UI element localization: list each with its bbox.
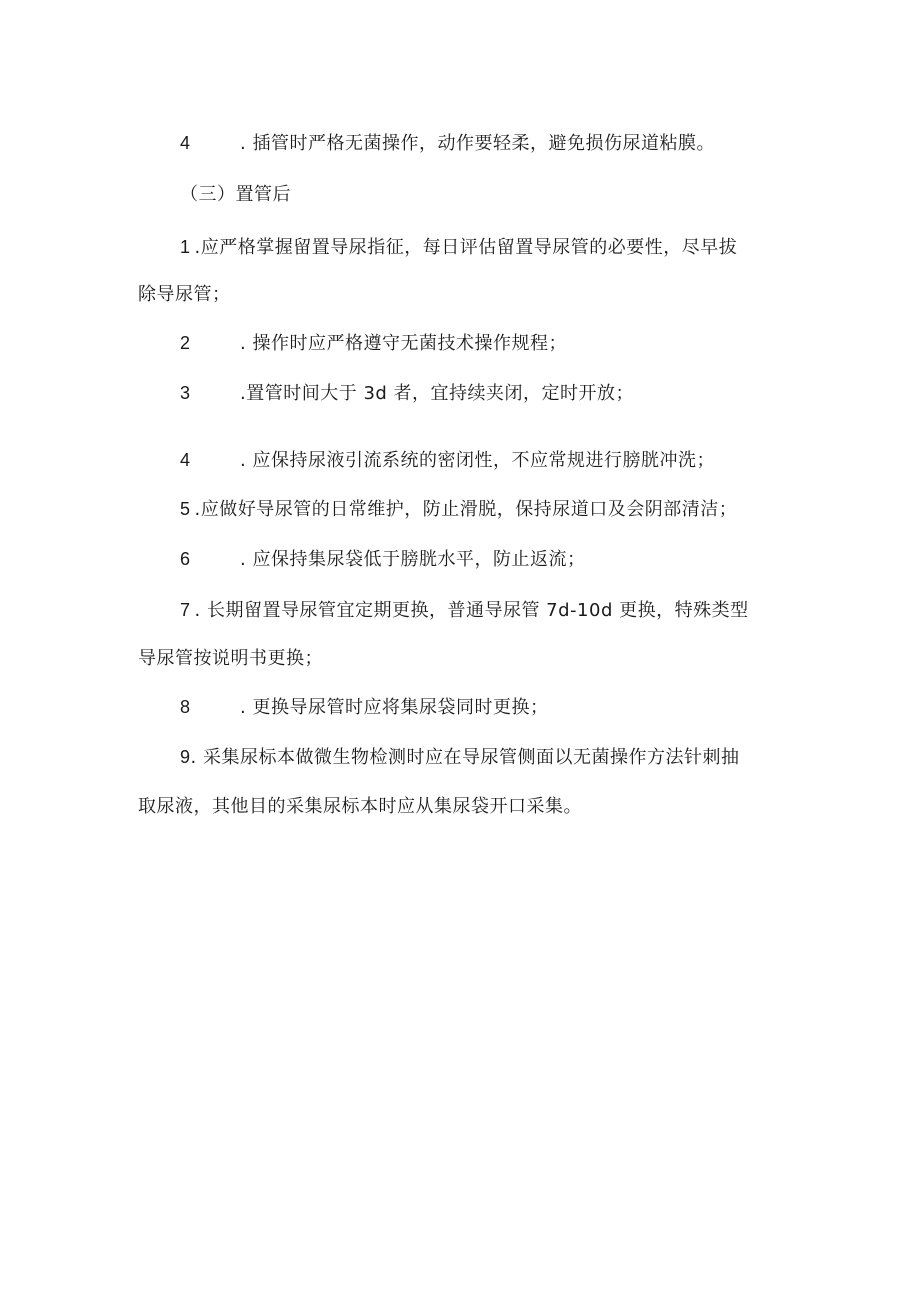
item-text: . 应保持尿液引流系统的密闭性，不应常规进行膀胱冲洗； [240, 450, 715, 471]
list-item [180, 234, 737, 261]
list-item [180, 597, 749, 624]
list-item [180, 447, 715, 474]
item-number: 3 [180, 383, 191, 403]
item-text-cont: 除导尿管； [138, 284, 231, 305]
list-item-continuation [138, 282, 231, 308]
item-text: . 采集尿标本做微生物检测时应在导尿管侧面以无菌操作方法针刺抽 [190, 747, 740, 768]
item-number: 1 [180, 237, 191, 257]
item-number: 2 [180, 333, 191, 353]
list-item [180, 380, 634, 407]
list-item [180, 496, 737, 523]
list-item [180, 694, 548, 721]
list-item [180, 744, 739, 771]
item-text: . 应保持集尿袋低于膀胱水平，防止返流； [240, 549, 586, 570]
item-text: .应做好导尿管的日常维护，防止滑脱，保持尿道口及会阴部清洁； [194, 499, 738, 520]
item-number: 6 [180, 549, 191, 569]
item-number: 4 [180, 133, 191, 153]
section-heading [180, 182, 291, 208]
item-text: . 长期留置导尿管宜定期更换，普通导尿管 7d-10d 更换，特殊类型 [194, 600, 749, 621]
list-item [180, 130, 715, 157]
item-number: 9 [180, 747, 191, 767]
item-number: 4 [180, 450, 191, 470]
item-number: 5 [180, 499, 191, 519]
item-text: . 操作时应严格遵守无菌技术操作规程； [240, 333, 567, 354]
item-number: 8 [180, 697, 191, 717]
list-item-continuation [138, 794, 582, 820]
item-text: . 插管时严格无菌操作，动作要轻柔，避免损伤尿道粘膜。 [240, 133, 715, 154]
item-text: . 更换导尿管时应将集尿袋同时更换； [240, 697, 549, 718]
item-text: .应严格掌握留置导尿指征，每日评估留置导尿管的必要性，尽早拔 [194, 237, 738, 258]
item-number: 7 [180, 600, 191, 620]
item-text: .置管时间大于 3d 者，宜持续夹闭，定时开放； [240, 383, 635, 404]
item-text-cont: 导尿管按说明书更换； [138, 648, 323, 669]
list-item-continuation [138, 646, 323, 672]
item-text-cont: 取尿液，其他目的采集尿标本时应从集尿袋开口采集。 [138, 796, 582, 817]
heading-text: （三）置管后 [180, 184, 291, 205]
list-item [180, 330, 567, 357]
list-item [180, 546, 585, 573]
